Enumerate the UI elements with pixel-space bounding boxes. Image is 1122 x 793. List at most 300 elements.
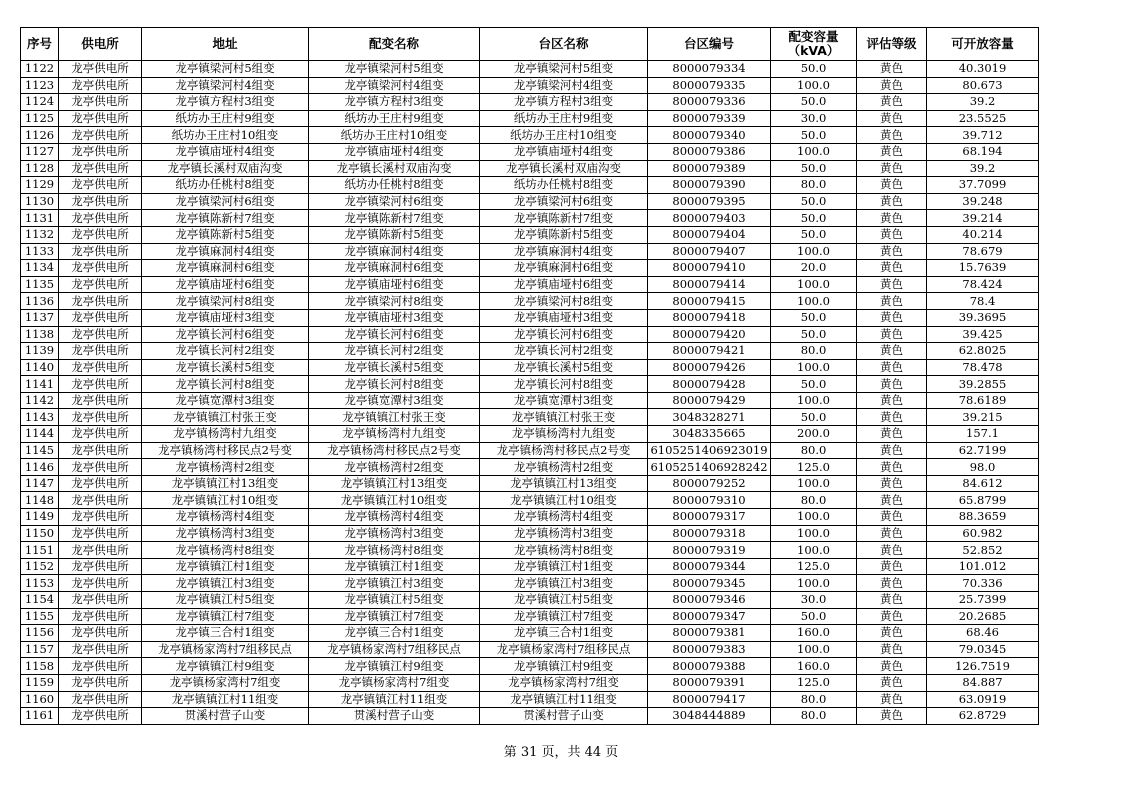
- cell-open-capacity: 60.982: [927, 525, 1039, 542]
- cell-station: 龙亭供电所: [59, 392, 142, 409]
- cell-area-code: 8000079334: [648, 61, 771, 78]
- cell-open-capacity: 68.194: [927, 143, 1039, 160]
- cell-index: 1161: [21, 708, 59, 725]
- cell-area-name: 龙亭镇梁河村8组变: [480, 293, 648, 310]
- cell-transformer-name: 龙亭镇镇江村9组变: [309, 658, 480, 675]
- cell-rating: 黄色: [857, 160, 927, 177]
- cell-capacity: 80.0: [771, 343, 857, 360]
- cell-transformer-name: 纸坊办任桃村8组变: [309, 177, 480, 194]
- cell-index: 1123: [21, 77, 59, 94]
- header-station: 供电所: [59, 28, 142, 61]
- cell-open-capacity: 157.1: [927, 426, 1039, 443]
- cell-address: 龙亭镇杨家湾村7组移民点: [142, 641, 309, 658]
- cell-open-capacity: 39.712: [927, 127, 1039, 144]
- cell-index: 1126: [21, 127, 59, 144]
- cell-area-name: 龙亭镇镇江村13组变: [480, 475, 648, 492]
- cell-station: 龙亭供电所: [59, 691, 142, 708]
- cell-index: 1147: [21, 475, 59, 492]
- cell-station: 龙亭供电所: [59, 442, 142, 459]
- cell-rating: 黄色: [857, 293, 927, 310]
- cell-index: 1150: [21, 525, 59, 542]
- table-row: [21, 143, 1039, 160]
- cell-address: 龙亭镇长溪村双庙沟变: [142, 160, 309, 177]
- cell-capacity: 80.0: [771, 442, 857, 459]
- table-row: [21, 509, 1039, 526]
- cell-transformer-name: 龙亭镇杨湾村2组变: [309, 459, 480, 476]
- cell-area-code: 8000079410: [648, 260, 771, 277]
- cell-address: 龙亭镇杨湾村3组变: [142, 525, 309, 542]
- cell-capacity: 80.0: [771, 691, 857, 708]
- cell-rating: 黄色: [857, 592, 927, 609]
- cell-transformer-name: 龙亭镇镇江村5组变: [309, 592, 480, 609]
- cell-capacity: 100.0: [771, 542, 857, 559]
- cell-rating: 黄色: [857, 110, 927, 127]
- cell-rating: 黄色: [857, 674, 927, 691]
- cell-area-name: 龙亭镇长河村6组变: [480, 326, 648, 343]
- cell-rating: 黄色: [857, 641, 927, 658]
- cell-address: 龙亭镇镇江村张王变: [142, 409, 309, 426]
- cell-capacity: 100.0: [771, 143, 857, 160]
- cell-index: 1136: [21, 293, 59, 310]
- table-row: [21, 658, 1039, 675]
- cell-index: 1144: [21, 426, 59, 443]
- cell-station: 龙亭供电所: [59, 475, 142, 492]
- cell-rating: 黄色: [857, 61, 927, 78]
- cell-capacity: 50.0: [771, 409, 857, 426]
- cell-index: 1139: [21, 343, 59, 360]
- cell-open-capacity: 37.7099: [927, 177, 1039, 194]
- cell-area-code: 8000079344: [648, 558, 771, 575]
- cell-capacity: 100.0: [771, 77, 857, 94]
- table-row: [21, 177, 1039, 194]
- cell-open-capacity: 23.5525: [927, 110, 1039, 127]
- cell-open-capacity: 79.0345: [927, 641, 1039, 658]
- cell-area-code: 3048328271: [648, 409, 771, 426]
- cell-area-code: 8000079340: [648, 127, 771, 144]
- cell-capacity: 125.0: [771, 558, 857, 575]
- cell-transformer-name: 龙亭镇长河村6组变: [309, 326, 480, 343]
- cell-transformer-name: 龙亭镇麻洞村4组变: [309, 243, 480, 260]
- cell-transformer-name: 龙亭镇镇江村1组变: [309, 558, 480, 575]
- cell-open-capacity: 20.2685: [927, 608, 1039, 625]
- cell-open-capacity: 78.679: [927, 243, 1039, 260]
- cell-area-code: 8000079310: [648, 492, 771, 509]
- cell-transformer-name: 纸坊办王庄村10组变: [309, 127, 480, 144]
- cell-area-code: 8000079404: [648, 226, 771, 243]
- cell-rating: 黄色: [857, 625, 927, 642]
- cell-area-code: 8000079418: [648, 309, 771, 326]
- cell-transformer-name: 龙亭镇杨湾村九组变: [309, 426, 480, 443]
- cell-transformer-name: 纸坊办王庄村9组变: [309, 110, 480, 127]
- cell-open-capacity: 78.4: [927, 293, 1039, 310]
- header-index: 序号: [21, 28, 59, 61]
- cell-index: 1148: [21, 492, 59, 509]
- cell-open-capacity: 70.336: [927, 575, 1039, 592]
- cell-index: 1140: [21, 359, 59, 376]
- cell-open-capacity: 39.2: [927, 94, 1039, 111]
- cell-rating: 黄色: [857, 409, 927, 426]
- cell-station: 龙亭供电所: [59, 110, 142, 127]
- cell-open-capacity: 80.673: [927, 77, 1039, 94]
- cell-transformer-name: 龙亭镇镇江村7组变: [309, 608, 480, 625]
- cell-open-capacity: 39.3695: [927, 309, 1039, 326]
- cell-capacity: 100.0: [771, 243, 857, 260]
- cell-rating: 黄色: [857, 359, 927, 376]
- cell-address: 龙亭镇杨家湾村7组变: [142, 674, 309, 691]
- cell-open-capacity: 65.8799: [927, 492, 1039, 509]
- cell-area-name: 龙亭镇梁河村4组变: [480, 77, 648, 94]
- cell-area-code: 8000079318: [648, 525, 771, 542]
- cell-address: 龙亭镇庙垭村6组变: [142, 276, 309, 293]
- cell-open-capacity: 39.425: [927, 326, 1039, 343]
- cell-rating: 黄色: [857, 127, 927, 144]
- cell-capacity: 160.0: [771, 658, 857, 675]
- cell-capacity: 50.0: [771, 309, 857, 326]
- cell-area-code: 8000079415: [648, 293, 771, 310]
- cell-address: 龙亭镇长河村6组变: [142, 326, 309, 343]
- cell-transformer-name: 龙亭镇梁河村8组变: [309, 293, 480, 310]
- cell-rating: 黄色: [857, 575, 927, 592]
- cell-capacity: 100.0: [771, 575, 857, 592]
- table-row: [21, 193, 1039, 210]
- cell-index: 1146: [21, 459, 59, 476]
- cell-station: 龙亭供电所: [59, 94, 142, 111]
- cell-address: 龙亭镇梁河村5组变: [142, 61, 309, 78]
- cell-capacity: 80.0: [771, 708, 857, 725]
- cell-area-name: 龙亭镇杨湾村九组变: [480, 426, 648, 443]
- cell-rating: 黄色: [857, 475, 927, 492]
- cell-open-capacity: 84.612: [927, 475, 1039, 492]
- cell-index: 1134: [21, 260, 59, 277]
- cell-rating: 黄色: [857, 376, 927, 393]
- cell-address: 龙亭镇镇江村11组变: [142, 691, 309, 708]
- cell-rating: 黄色: [857, 226, 927, 243]
- cell-transformer-name: 龙亭镇杨湾村8组变: [309, 542, 480, 559]
- cell-capacity: 80.0: [771, 492, 857, 509]
- cell-capacity: 200.0: [771, 426, 857, 443]
- cell-area-code: 8000079389: [648, 160, 771, 177]
- table-row: [21, 392, 1039, 409]
- cell-open-capacity: 39.2855: [927, 376, 1039, 393]
- cell-index: 1122: [21, 61, 59, 78]
- cell-area-code: 8000079319: [648, 542, 771, 559]
- cell-area-code: 8000079346: [648, 592, 771, 609]
- header-rating: 评估等级: [857, 28, 927, 61]
- cell-index: 1149: [21, 509, 59, 526]
- cell-area-code: 8000079390: [648, 177, 771, 194]
- cell-area-code: 3048444889: [648, 708, 771, 725]
- cell-rating: 黄色: [857, 492, 927, 509]
- cell-area-name: 龙亭镇杨湾村8组变: [480, 542, 648, 559]
- cell-station: 龙亭供电所: [59, 542, 142, 559]
- cell-open-capacity: 63.0919: [927, 691, 1039, 708]
- cell-station: 龙亭供电所: [59, 193, 142, 210]
- table-row: [21, 260, 1039, 277]
- table-row: [21, 426, 1039, 443]
- cell-address: 龙亭镇杨湾村2组变: [142, 459, 309, 476]
- cell-area-name: 龙亭镇镇江村1组变: [480, 558, 648, 575]
- cell-area-code: 8000079381: [648, 625, 771, 642]
- cell-rating: 黄色: [857, 691, 927, 708]
- cell-capacity: 50.0: [771, 160, 857, 177]
- cell-station: 龙亭供电所: [59, 226, 142, 243]
- cell-station: 龙亭供电所: [59, 426, 142, 443]
- cell-rating: 黄色: [857, 708, 927, 725]
- cell-capacity: 50.0: [771, 61, 857, 78]
- cell-area-name: 龙亭镇梁河村6组变: [480, 193, 648, 210]
- cell-index: 1143: [21, 409, 59, 426]
- table-row: [21, 376, 1039, 393]
- cell-address: 龙亭镇杨湾村8组变: [142, 542, 309, 559]
- table-row: [21, 226, 1039, 243]
- cell-area-code: 8000079336: [648, 94, 771, 111]
- header-transformer-name: 配变名称: [309, 28, 480, 61]
- cell-area-code: 8000079345: [648, 575, 771, 592]
- cell-station: 龙亭供电所: [59, 243, 142, 260]
- cell-transformer-name: 龙亭镇杨湾村移民点2号变: [309, 442, 480, 459]
- cell-area-code: 8000079317: [648, 509, 771, 526]
- cell-index: 1156: [21, 625, 59, 642]
- cell-open-capacity: 88.3659: [927, 509, 1039, 526]
- cell-index: 1128: [21, 160, 59, 177]
- cell-transformer-name: 龙亭镇庙垭村4组变: [309, 143, 480, 160]
- cell-area-code: 8000079403: [648, 210, 771, 227]
- cell-capacity: 30.0: [771, 592, 857, 609]
- cell-area-name: 龙亭镇梁河村5组变: [480, 61, 648, 78]
- cell-rating: 黄色: [857, 608, 927, 625]
- cell-station: 龙亭供电所: [59, 276, 142, 293]
- cell-open-capacity: 39.248: [927, 193, 1039, 210]
- cell-capacity: 50.0: [771, 193, 857, 210]
- cell-transformer-name: 龙亭镇梁河村4组变: [309, 77, 480, 94]
- cell-station: 龙亭供电所: [59, 326, 142, 343]
- cell-area-name: 龙亭镇镇江村3组变: [480, 575, 648, 592]
- cell-area-code: 8000079388: [648, 658, 771, 675]
- cell-transformer-name: 龙亭镇长溪村双庙沟变: [309, 160, 480, 177]
- cell-index: 1135: [21, 276, 59, 293]
- cell-transformer-name: 龙亭镇杨家湾村7组变: [309, 674, 480, 691]
- cell-index: 1152: [21, 558, 59, 575]
- cell-open-capacity: 62.8729: [927, 708, 1039, 725]
- cell-index: 1159: [21, 674, 59, 691]
- table-row: [21, 94, 1039, 111]
- cell-area-name: 龙亭镇陈新村7组变: [480, 210, 648, 227]
- cell-address: 龙亭镇宽潭村3组变: [142, 392, 309, 409]
- cell-open-capacity: 39.214: [927, 210, 1039, 227]
- cell-area-name: 龙亭镇陈新村5组变: [480, 226, 648, 243]
- cell-transformer-name: 龙亭镇陈新村7组变: [309, 210, 480, 227]
- capacity-table: [20, 27, 1039, 725]
- cell-capacity: 30.0: [771, 110, 857, 127]
- cell-transformer-name: 龙亭镇镇江村3组变: [309, 575, 480, 592]
- cell-index: 1145: [21, 442, 59, 459]
- cell-station: 龙亭供电所: [59, 459, 142, 476]
- cell-address: 龙亭镇三合村1组变: [142, 625, 309, 642]
- cell-address: 龙亭镇杨湾村4组变: [142, 509, 309, 526]
- table-row: [21, 326, 1039, 343]
- cell-capacity: 100.0: [771, 641, 857, 658]
- cell-transformer-name: 龙亭镇长河村8组变: [309, 376, 480, 393]
- cell-transformer-name: 龙亭镇镇江村11组变: [309, 691, 480, 708]
- table-row: [21, 641, 1039, 658]
- cell-area-code: 8000079395: [648, 193, 771, 210]
- cell-open-capacity: 62.7199: [927, 442, 1039, 459]
- cell-station: 龙亭供电所: [59, 525, 142, 542]
- cell-open-capacity: 78.478: [927, 359, 1039, 376]
- cell-address: 龙亭镇镇江村10组变: [142, 492, 309, 509]
- cell-index: 1155: [21, 608, 59, 625]
- cell-station: 龙亭供电所: [59, 409, 142, 426]
- cell-address: 龙亭镇镇江村5组变: [142, 592, 309, 609]
- cell-area-code: 8000079386: [648, 143, 771, 160]
- cell-index: 1137: [21, 309, 59, 326]
- cell-area-name: 龙亭镇长河村8组变: [480, 376, 648, 393]
- cell-area-name: 龙亭镇杨家湾村7组变: [480, 674, 648, 691]
- cell-open-capacity: 98.0: [927, 459, 1039, 476]
- cell-station: 龙亭供电所: [59, 674, 142, 691]
- cell-area-name: 龙亭镇镇江村11组变: [480, 691, 648, 708]
- cell-area-code: 8000079429: [648, 392, 771, 409]
- cell-station: 龙亭供电所: [59, 293, 142, 310]
- cell-capacity: 50.0: [771, 127, 857, 144]
- cell-address: 龙亭镇梁河村8组变: [142, 293, 309, 310]
- cell-area-name: 龙亭镇三合村1组变: [480, 625, 648, 642]
- cell-index: 1127: [21, 143, 59, 160]
- cell-transformer-name: 龙亭镇庙垭村6组变: [309, 276, 480, 293]
- cell-area-name: 龙亭镇镇江村张王变: [480, 409, 648, 426]
- table-body: [21, 61, 1039, 725]
- cell-transformer-name: 龙亭镇庙垭村3组变: [309, 309, 480, 326]
- cell-area-code: 3048335665: [648, 426, 771, 443]
- cell-capacity: 80.0: [771, 177, 857, 194]
- cell-capacity: 160.0: [771, 625, 857, 642]
- cell-index: 1130: [21, 193, 59, 210]
- cell-transformer-name: 龙亭镇杨湾村3组变: [309, 525, 480, 542]
- cell-station: 龙亭供电所: [59, 177, 142, 194]
- cell-address: 龙亭镇梁河村6组变: [142, 193, 309, 210]
- cell-address: 纸坊办王庄村10组变: [142, 127, 309, 144]
- cell-transformer-name: 龙亭镇长溪村5组变: [309, 359, 480, 376]
- table-row: [21, 691, 1039, 708]
- cell-area-name: 龙亭镇杨家湾村7组移民点: [480, 641, 648, 658]
- cell-open-capacity: 78.424: [927, 276, 1039, 293]
- cell-station: 龙亭供电所: [59, 143, 142, 160]
- cell-transformer-name: 龙亭镇方程村3组变: [309, 94, 480, 111]
- cell-transformer-name: 龙亭镇镇江村10组变: [309, 492, 480, 509]
- cell-rating: 黄色: [857, 309, 927, 326]
- cell-transformer-name: 龙亭镇三合村1组变: [309, 625, 480, 642]
- cell-transformer-name: 龙亭镇宽潭村3组变: [309, 392, 480, 409]
- cell-address: 龙亭镇长河村2组变: [142, 343, 309, 360]
- cell-index: 1158: [21, 658, 59, 675]
- cell-address: 龙亭镇杨湾村移民点2号变: [142, 442, 309, 459]
- cell-open-capacity: 39.215: [927, 409, 1039, 426]
- cell-transformer-name: 龙亭镇长河村2组变: [309, 343, 480, 360]
- cell-station: 龙亭供电所: [59, 492, 142, 509]
- table-row: [21, 293, 1039, 310]
- cell-rating: 黄色: [857, 260, 927, 277]
- cell-open-capacity: 126.7519: [927, 658, 1039, 675]
- cell-area-name: 龙亭镇庙垭村6组变: [480, 276, 648, 293]
- cell-index: 1160: [21, 691, 59, 708]
- cell-rating: 黄色: [857, 459, 927, 476]
- cell-area-name: 龙亭镇镇江村7组变: [480, 608, 648, 625]
- cell-capacity: 100.0: [771, 525, 857, 542]
- cell-address: 龙亭镇麻洞村4组变: [142, 243, 309, 260]
- cell-address: 龙亭镇镇江村7组变: [142, 608, 309, 625]
- cell-transformer-name: 龙亭镇梁河村5组变: [309, 61, 480, 78]
- table-row: [21, 492, 1039, 509]
- table-row: [21, 608, 1039, 625]
- cell-open-capacity: 52.852: [927, 542, 1039, 559]
- cell-area-code: 8000079335: [648, 77, 771, 94]
- cell-open-capacity: 78.6189: [927, 392, 1039, 409]
- cell-station: 龙亭供电所: [59, 376, 142, 393]
- table-row: [21, 625, 1039, 642]
- cell-open-capacity: 62.8025: [927, 343, 1039, 360]
- cell-area-name: 龙亭镇庙垭村3组变: [480, 309, 648, 326]
- cell-address: 贯溪村营子山变: [142, 708, 309, 725]
- cell-transformer-name: 龙亭镇镇江村13组变: [309, 475, 480, 492]
- cell-index: 1132: [21, 226, 59, 243]
- cell-address: 龙亭镇镇江村13组变: [142, 475, 309, 492]
- table-row: [21, 459, 1039, 476]
- cell-capacity: 20.0: [771, 260, 857, 277]
- cell-address: 龙亭镇方程村3组变: [142, 94, 309, 111]
- cell-index: 1142: [21, 392, 59, 409]
- cell-area-name: 龙亭镇杨湾村移民点2号变: [480, 442, 648, 459]
- cell-area-code: 8000079421: [648, 343, 771, 360]
- cell-area-code: 8000079417: [648, 691, 771, 708]
- cell-station: 龙亭供电所: [59, 509, 142, 526]
- cell-area-name: 龙亭镇方程村3组变: [480, 94, 648, 111]
- cell-area-code: 8000079391: [648, 674, 771, 691]
- cell-area-name: 龙亭镇杨湾村4组变: [480, 509, 648, 526]
- cell-capacity: 50.0: [771, 376, 857, 393]
- table-row: [21, 127, 1039, 144]
- cell-transformer-name: 龙亭镇梁河村6组变: [309, 193, 480, 210]
- cell-rating: 黄色: [857, 442, 927, 459]
- cell-address: 纸坊办王庄村9组变: [142, 110, 309, 127]
- header-open-capacity: 可开放容量: [927, 28, 1039, 61]
- cell-station: 龙亭供电所: [59, 558, 142, 575]
- cell-area-code: 8000079339: [648, 110, 771, 127]
- cell-area-name: 纸坊办任桃村8组变: [480, 177, 648, 194]
- cell-address: 龙亭镇镇江村3组变: [142, 575, 309, 592]
- cell-area-code: 8000079347: [648, 608, 771, 625]
- cell-station: 龙亭供电所: [59, 210, 142, 227]
- cell-area-code: 8000079252: [648, 475, 771, 492]
- table-row: [21, 592, 1039, 609]
- cell-area-name: 龙亭镇杨湾村3组变: [480, 525, 648, 542]
- cell-area-name: 龙亭镇麻洞村6组变: [480, 260, 648, 277]
- cell-index: 1133: [21, 243, 59, 260]
- cell-index: 1157: [21, 641, 59, 658]
- cell-index: 1153: [21, 575, 59, 592]
- cell-capacity: 100.0: [771, 392, 857, 409]
- cell-address: 龙亭镇镇江村1组变: [142, 558, 309, 575]
- table-row: [21, 542, 1039, 559]
- table-row: [21, 409, 1039, 426]
- cell-index: 1141: [21, 376, 59, 393]
- cell-address: 龙亭镇麻洞村6组变: [142, 260, 309, 277]
- cell-rating: 黄色: [857, 94, 927, 111]
- cell-station: 龙亭供电所: [59, 77, 142, 94]
- table-row: [21, 359, 1039, 376]
- cell-rating: 黄色: [857, 243, 927, 260]
- cell-open-capacity: 101.012: [927, 558, 1039, 575]
- table-row: [21, 243, 1039, 260]
